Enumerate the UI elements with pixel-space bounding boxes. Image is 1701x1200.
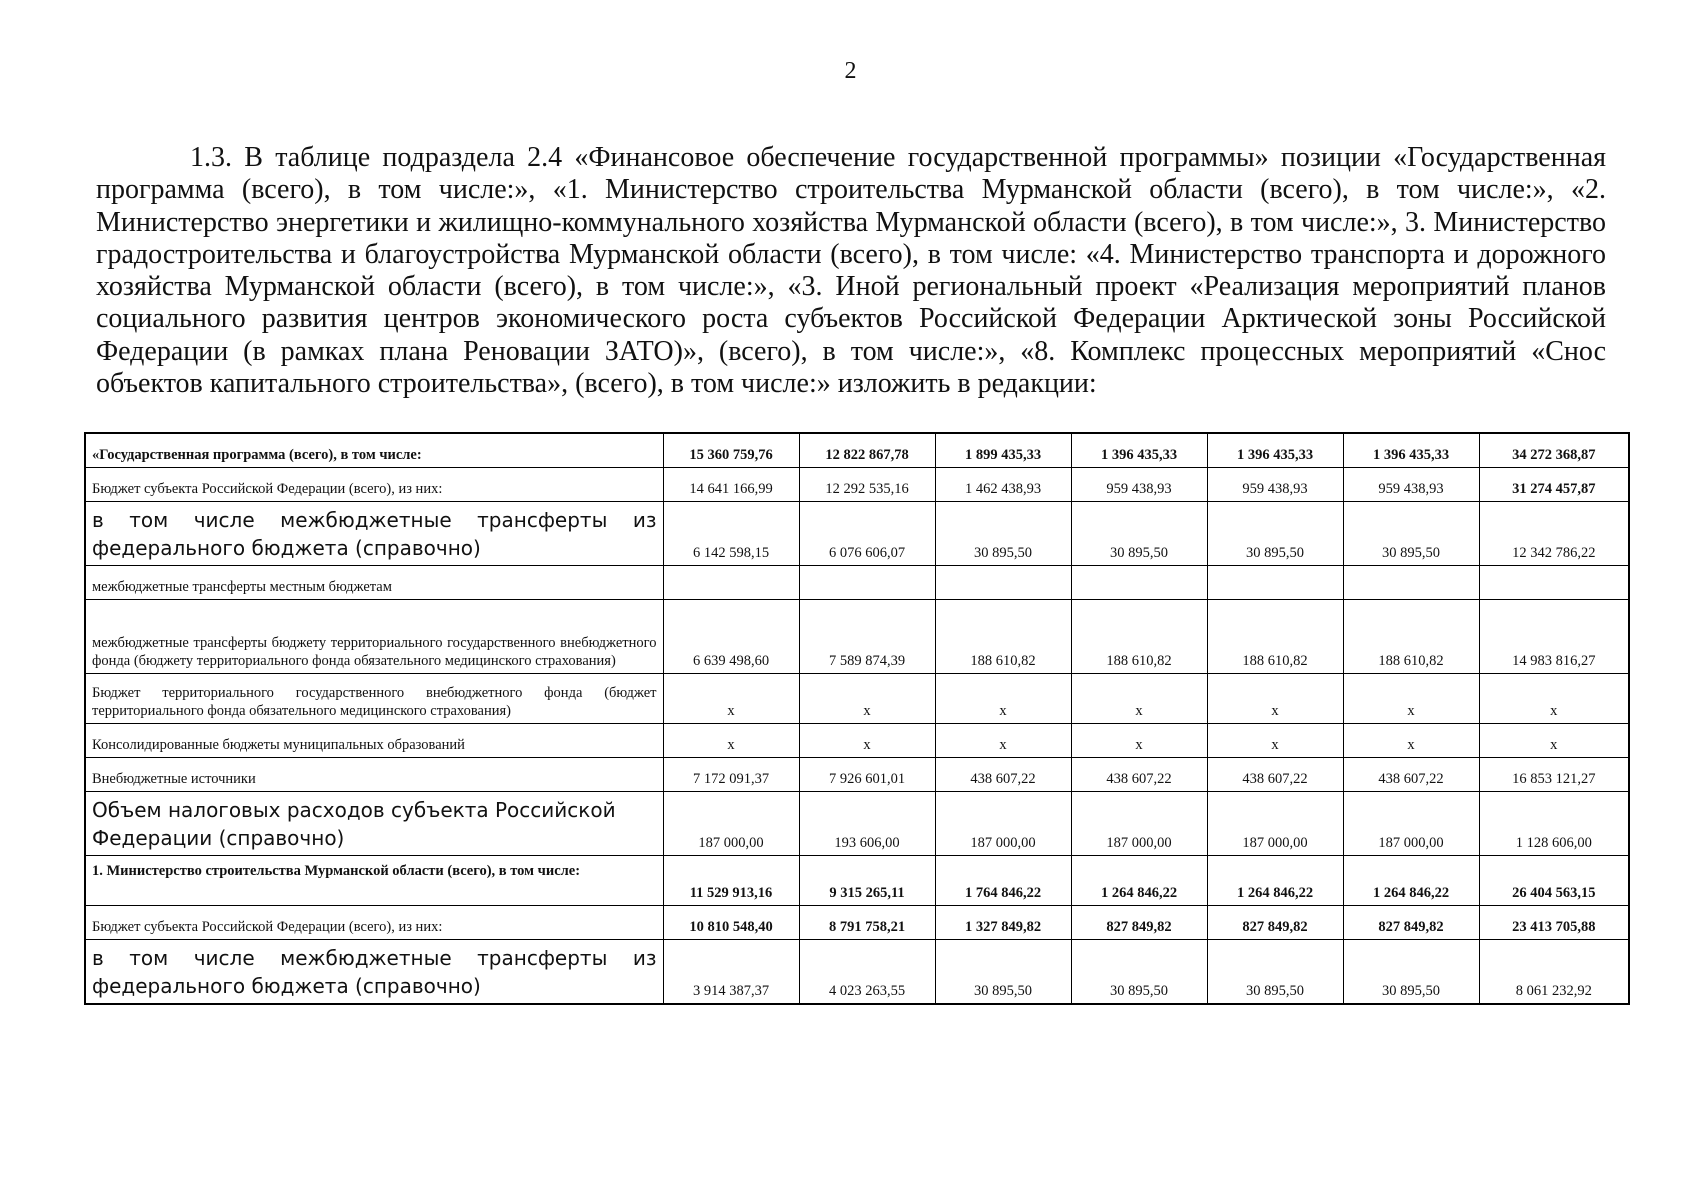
- value-cell: 7 926 601,01: [799, 757, 935, 791]
- value-cell: x: [1343, 723, 1479, 757]
- row-label: Бюджет территориального государственного внебюджетного фонда (бюджет территориального фонда обязательного медицинского страхования): [85, 673, 663, 723]
- total-cell: 14 983 816,27: [1479, 599, 1629, 673]
- total-cell: 26 404 563,15: [1479, 855, 1629, 905]
- page-number: 2: [844, 58, 857, 84]
- value-cell: 30 895,50: [935, 501, 1071, 565]
- value-cell: x: [1343, 673, 1479, 723]
- value-cell: 188 610,82: [1343, 599, 1479, 673]
- row-label: в том числе межбюджетные трансферты из федерального бюджета (справочно): [85, 939, 663, 1004]
- value-cell: x: [799, 723, 935, 757]
- value-cell: 1 462 438,93: [935, 467, 1071, 501]
- value-cell: 959 438,93: [1207, 467, 1343, 501]
- total-cell: 12 342 786,22: [1479, 501, 1629, 565]
- row-label: межбюджетные трансферты бюджету территориального государственного внебюджетного фонда (бюджету территориального фонда обязательного медицинского страхования): [85, 599, 663, 673]
- value-cell: 188 610,82: [1071, 599, 1207, 673]
- value-cell: 188 610,82: [935, 599, 1071, 673]
- value-cell: 6 076 606,07: [799, 501, 935, 565]
- value-cell: 30 895,50: [1207, 939, 1343, 1004]
- row-label: Внебюджетные источники: [85, 757, 663, 791]
- value-cell: 30 895,50: [1207, 501, 1343, 565]
- value-cell: 7 172 091,37: [663, 757, 799, 791]
- value-cell: 30 895,50: [1343, 939, 1479, 1004]
- value-cell: 30 895,50: [1343, 501, 1479, 565]
- value-cell: 1 764 846,22: [935, 855, 1071, 905]
- value-cell: 14 641 166,99: [663, 467, 799, 501]
- value-cell: [663, 565, 799, 599]
- row-label: Консолидированные бюджеты муниципальных образований: [85, 723, 663, 757]
- value-cell: 1 899 435,33: [935, 433, 1071, 467]
- value-cell: x: [663, 723, 799, 757]
- value-cell: x: [935, 723, 1071, 757]
- value-cell: 9 315 265,11: [799, 855, 935, 905]
- total-cell: 31 274 457,87: [1479, 467, 1629, 501]
- total-cell: 8 061 232,92: [1479, 939, 1629, 1004]
- value-cell: 3 914 387,37: [663, 939, 799, 1004]
- value-cell: 187 000,00: [1207, 791, 1343, 855]
- value-cell: [799, 565, 935, 599]
- value-cell: 187 000,00: [1343, 791, 1479, 855]
- table-row-construction-ministry: [85, 855, 1629, 905]
- value-cell: 1 396 435,33: [1207, 433, 1343, 467]
- value-cell: 7 589 874,39: [799, 599, 935, 673]
- value-cell: x: [663, 673, 799, 723]
- value-cell: 187 000,00: [663, 791, 799, 855]
- value-cell: 1 264 846,22: [1343, 855, 1479, 905]
- row-label: Бюджет субъекта Российской Федерации (всего), из них:: [85, 905, 663, 939]
- value-cell: 6 142 598,15: [663, 501, 799, 565]
- table-row-regional-budget-ministry: [85, 905, 1629, 939]
- row-label: Бюджет субъекта Российской Федерации (всего), из них:: [85, 467, 663, 501]
- value-cell: 187 000,00: [1071, 791, 1207, 855]
- table-row-local-transfers: [85, 565, 1629, 599]
- value-cell: [1343, 565, 1479, 599]
- value-cell: 438 607,22: [1071, 757, 1207, 791]
- financing-table: [84, 432, 1630, 1005]
- value-cell: 8 791 758,21: [799, 905, 935, 939]
- value-cell: x: [799, 673, 935, 723]
- value-cell: 959 438,93: [1343, 467, 1479, 501]
- value-cell: 12 822 867,78: [799, 433, 935, 467]
- value-cell: 1 327 849,82: [935, 905, 1071, 939]
- total-cell: x: [1479, 723, 1629, 757]
- value-cell: x: [1071, 673, 1207, 723]
- value-cell: x: [1207, 673, 1343, 723]
- value-cell: 187 000,00: [935, 791, 1071, 855]
- table-row-federal-transfers-ministry: [85, 939, 1629, 1004]
- value-cell: [1207, 565, 1343, 599]
- total-cell: [1479, 565, 1629, 599]
- value-cell: 1 396 435,33: [1071, 433, 1207, 467]
- value-cell: x: [1207, 723, 1343, 757]
- value-cell: 1 264 846,22: [1071, 855, 1207, 905]
- total-cell: 23 413 705,88: [1479, 905, 1629, 939]
- value-cell: 4 023 263,55: [799, 939, 935, 1004]
- value-cell: 6 639 498,60: [663, 599, 799, 673]
- row-label: межбюджетные трансферты местным бюджетам: [85, 565, 663, 599]
- value-cell: 15 360 759,76: [663, 433, 799, 467]
- value-cell: 30 895,50: [1071, 939, 1207, 1004]
- value-cell: 438 607,22: [1207, 757, 1343, 791]
- value-cell: 438 607,22: [1343, 757, 1479, 791]
- value-cell: 12 292 535,16: [799, 467, 935, 501]
- row-label: в том числе межбюджетные трансферты из федерального бюджета (справочно): [85, 501, 663, 565]
- row-label: 1. Министерство строительства Мурманской области (всего), в том числе:: [85, 855, 663, 905]
- value-cell: 827 849,82: [1071, 905, 1207, 939]
- value-cell: 438 607,22: [935, 757, 1071, 791]
- intro-paragraph: 1.3. В таблице подраздела 2.4 «Финансовое обеспечение государственной программы» позиции «Государственная программа (всего), в том числе:», «1. Министерство строительства Мурманской области (всего), в том числе:», «2. Министерство энергетики и жилищно-коммунального хозяйства Мурманской области (всего), в том числе:», 3. Министерство градостроительства и благоустройства Мурманской области (всего), в том числе: «4. Министерство транспорта и дорожного хозяйства Мурманской области (всего), в том числе:», «3. Иной региональный проект «Реализация мероприятий планов социального развития центров экономического роста субъектов Российской Федерации Арктической зоны Российской Федерации (в рамках плана Реновации ЗАТО)», (всего), в том числе:», «8. Комплекс процессных мероприятий «Снос объектов капитального строительства», (всего), в том числе:» изложить в редакции:: [96, 142, 1606, 400]
- table-row-fund-transfers: [85, 599, 1629, 673]
- value-cell: x: [935, 673, 1071, 723]
- table-row-extrabudgetary: [85, 757, 1629, 791]
- table-row-municipal-budgets: [85, 723, 1629, 757]
- value-cell: 1 396 435,33: [1343, 433, 1479, 467]
- value-cell: [1071, 565, 1207, 599]
- value-cell: 11 529 913,16: [663, 855, 799, 905]
- value-cell: 30 895,50: [935, 939, 1071, 1004]
- table-row-regional-budget: [85, 467, 1629, 501]
- total-cell: x: [1479, 673, 1629, 723]
- value-cell: 1 264 846,22: [1207, 855, 1343, 905]
- value-cell: 827 849,82: [1343, 905, 1479, 939]
- value-cell: 10 810 548,40: [663, 905, 799, 939]
- table-row-tax-expenses: [85, 791, 1629, 855]
- total-cell: 34 272 368,87: [1479, 433, 1629, 467]
- value-cell: 30 895,50: [1071, 501, 1207, 565]
- value-cell: 827 849,82: [1207, 905, 1343, 939]
- value-cell: 193 606,00: [799, 791, 935, 855]
- table-row-fund-budget: [85, 673, 1629, 723]
- value-cell: [935, 565, 1071, 599]
- row-label: «Государственная программа (всего), в том числе:: [85, 433, 663, 467]
- total-cell: 16 853 121,27: [1479, 757, 1629, 791]
- value-cell: 188 610,82: [1207, 599, 1343, 673]
- row-label: Объем налоговых расходов субъекта Российской Федерации (справочно): [85, 791, 663, 855]
- value-cell: 959 438,93: [1071, 467, 1207, 501]
- table-row-state-program-total: [85, 433, 1629, 467]
- value-cell: x: [1071, 723, 1207, 757]
- table-row-federal-transfers: [85, 501, 1629, 565]
- total-cell: 1 128 606,00: [1479, 791, 1629, 855]
